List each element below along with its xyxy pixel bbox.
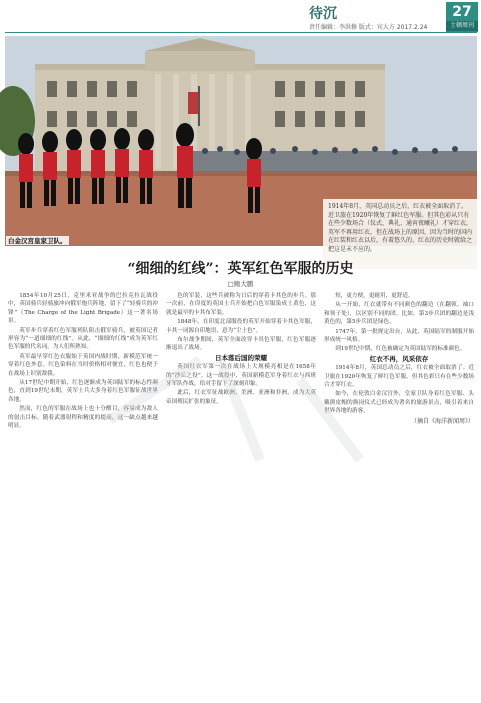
guards-photo [5, 36, 477, 253]
paragraph: 然而，红色的军服在战场上也十分醒目，容易成为敌人的射击目标。随着武器射程和精度的提高，这一缺点越来越明显。 [8, 406, 158, 430]
paragraph: 从17世纪中期开始，红色逐渐成为英国陆军的标志性颜色，直到19世纪末期，英军士兵大多身着红色军服征战世界各地。 [8, 380, 158, 403]
paragraph: 英军最早穿红色衣服始于英国内战时期，新模范军统一穿着红色外套。红色染料在当时价格相对便宜，红色也便于在战场上识别敌我。 [8, 353, 158, 377]
page-number-box [446, 2, 478, 32]
paragraph: 短，更方便，更耐用，更舒适。 [335, 293, 414, 299]
paragraph: 布尔战争期间，英军全面改穿卡其色军服，红色军服逐渐退出了战场。 [166, 337, 316, 352]
column-1 [8, 292, 158, 696]
article-source: （摘自《海洋新闻周》） [410, 417, 474, 425]
article-byline: □鲍大鹏 [227, 280, 254, 288]
paragraph: 如今，在伦敦白金汉宫外，皇家卫队身着红色军服、头戴熊皮帽的换岗仪式已经成为著名的旅游景点，吸引着来自世界各地的游客。 [324, 391, 474, 415]
paragraph: 英国红衣军第一次在战场上大规模亮相是在1658年的“沙丘之役”。这一战役中，英国新模范军身着红衣与西班牙军队作战，给对手留下了深刻印象。 [166, 364, 316, 388]
article-body [8, 292, 474, 696]
paragraph: 色的军装，这些兵被称为日后的穿着卡其色的步兵。那一次前，在印度的英国士兵开始把白色军服染成土黄色，这就是最早的卡其布军装。 [166, 293, 316, 316]
paragraph: 1848年，在印度北部服役的英军开始穿着卡其色军服，卡其一词源自印地语，意为“尘土色”。 [166, 319, 316, 334]
paragraph: 1747年，第一批规定出台，从此，英国陆军的制服开始形成统一风格。 [324, 328, 474, 344]
paragraph: 1914年8月，英国总动员之后，红衣被全面取消了。近卫旅在1920年恢复了鲜红色军服，但其色彩只有在些少数场合才穿红衣。 [324, 365, 474, 389]
editor-credits: 责任编辑：李洪修 版式：宾大方 2017.2.24 [309, 24, 428, 31]
paragraph: 此后，红衣军征战欧洲、美洲、亚洲和非洲，成为大英帝国殖民扩张的象征。 [166, 390, 316, 405]
photo-caption: 白金汉宫皇家卫队。 [8, 237, 67, 245]
page-header [0, 0, 481, 34]
paragraph: 到19世纪中期，红色被确定为英国陆军的标准颜色。 [335, 346, 466, 353]
paragraph: 从一开始，红衣就带有不同颜色的翻边（在翻领、袖口和领子处），以区别不同的团。比如，第3步兵团的翻边是浅黄色的，第5步兵团是绿色。 [324, 302, 474, 326]
edition-label: 士顿周刊 [446, 21, 478, 31]
section-title: 待沉 [309, 6, 337, 22]
page-number: 27 [452, 4, 472, 20]
column-3 [324, 292, 474, 696]
header-rule [5, 32, 477, 33]
paragraph: 1854年10月25日，克里米亚战争的巴拉克拉瓦战役中，英国骑兵轻骑旅冲向俄军炮兵阵地，留下了“轻骑兵的冲锋”（The Charge of the Light Brigade）这一著名场景。 [8, 293, 158, 325]
paragraph: 英军步兵穿着红色军服列队阻击俄军骑兵，被英国记者形容为“一道细细的红线”。从此，“细细的红线”成为英军红色军服的代名词，为人们所熟知。 [8, 327, 158, 351]
article-title: “细细的红线”：英军红色军服的历史 [127, 261, 354, 277]
subheading: 红衣不再，风采依存 [369, 354, 429, 363]
subheading: 日本落后国的荣耀 [215, 353, 267, 362]
photo-inset-caption: 1914年8月，英国总动员之后，红衣被全面取消了。近卫旅在1920年恢复了鲜红色军服。但其色彩从只有在些少数场合（仪式、典礼、通宵夜曦礼）才穿红衣，英军不再用红衣，但在战场上的原因，因为当时的国内在红装和红衣以后，有着悠久的、红衣的历史时就给之把这是未不应的。 [323, 199, 477, 269]
column-2 [166, 292, 316, 696]
